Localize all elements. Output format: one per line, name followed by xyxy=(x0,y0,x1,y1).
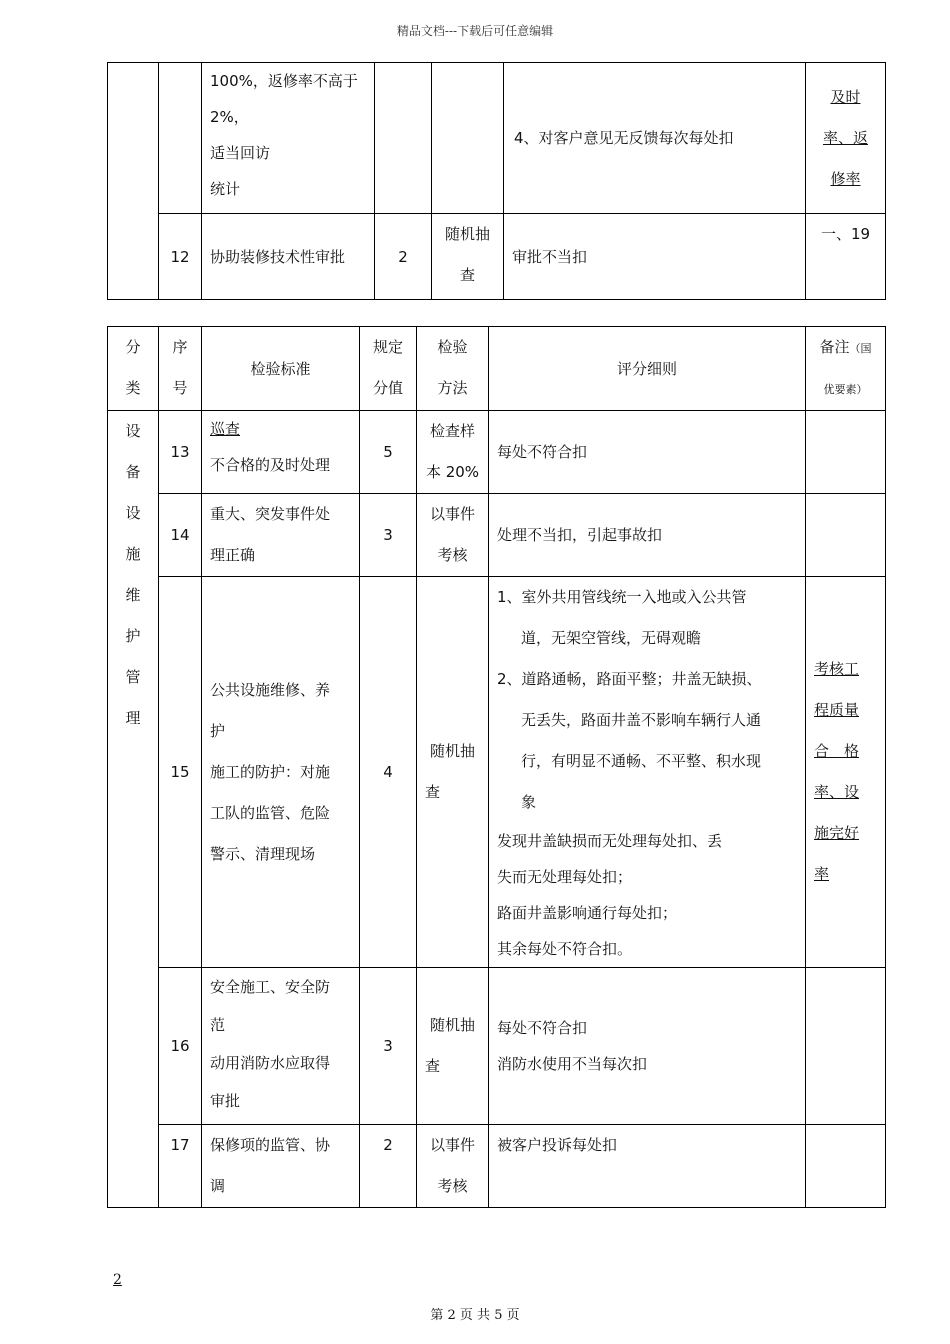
score-cell xyxy=(375,63,432,214)
method-line: 查 xyxy=(459,266,475,284)
header-text: 分值 xyxy=(372,379,403,397)
score-cell: 3 xyxy=(360,494,417,577)
note-cell xyxy=(806,1125,886,1208)
method-line: 随机抽 xyxy=(429,742,475,760)
rule-cell xyxy=(489,1125,806,1208)
method-cell xyxy=(432,214,504,300)
note-cell xyxy=(806,411,886,494)
header-category xyxy=(108,327,159,411)
standard-line: 工队的监管、危险 xyxy=(210,803,331,822)
method-cell xyxy=(417,577,489,968)
header-row xyxy=(108,327,886,411)
category-char: 护 xyxy=(125,627,141,645)
rule-cell xyxy=(489,411,806,494)
standard-cell xyxy=(202,577,360,968)
note-cell xyxy=(806,577,886,968)
standard-cell xyxy=(202,1125,360,1208)
category-cell xyxy=(108,63,159,300)
table-row xyxy=(108,411,886,494)
rule-cell: 审批不当扣 xyxy=(504,214,806,300)
note-line: 率、设 xyxy=(814,783,860,801)
note-line: 及时 xyxy=(830,87,861,106)
note-cell xyxy=(806,63,886,214)
method-line: 查 xyxy=(425,1057,441,1075)
table-row xyxy=(108,1125,886,1208)
header-score xyxy=(360,327,417,411)
note-line: 程质量 xyxy=(814,701,860,719)
method-line: 随机抽 xyxy=(429,1016,475,1034)
standard-line: 调 xyxy=(210,1177,226,1195)
rule-line: 每处不符合扣 xyxy=(497,443,588,461)
inspection-table xyxy=(107,326,886,1208)
standard-line: 2%， xyxy=(210,108,249,126)
note-line: 修率 xyxy=(830,169,861,188)
standard-line: 动用消防水应取得 xyxy=(210,1054,331,1072)
rule-line: 无丢失，路面井盖不影响车辆行人通 xyxy=(521,711,762,729)
header-text-small: 优要素） xyxy=(823,383,868,396)
standard-line: 100%，返修率不高于 xyxy=(210,72,358,90)
header-text: 规定 xyxy=(372,338,403,356)
rule-line: 其余每处不符合扣。 xyxy=(497,940,633,958)
table-row xyxy=(108,968,886,1125)
rule-line: 每处不符合扣 xyxy=(497,1019,588,1037)
standard-line: 不合格的及时处理 xyxy=(210,456,331,474)
standard-line: 范 xyxy=(210,1016,226,1034)
category-char: 维 xyxy=(125,586,141,604)
rule-line: 2、道路通畅，路面平整；井盖无缺损、 xyxy=(497,670,762,688)
method-line: 本 20% xyxy=(425,463,480,481)
rule-cell xyxy=(504,63,806,214)
note-cell xyxy=(806,968,886,1125)
standard-line: 重大、突发事件处 xyxy=(210,505,331,523)
no-cell xyxy=(159,63,202,214)
note-line: 考核工 xyxy=(814,660,860,678)
header-text: 类 xyxy=(125,379,141,397)
category-char: 施 xyxy=(125,545,141,563)
standard-line: 安全施工、安全防 xyxy=(210,978,331,996)
standard-cell xyxy=(202,968,360,1125)
standard-line: 巡查 xyxy=(210,420,241,438)
rule-line: 道，无架空管线，无碍观瞻 xyxy=(521,629,702,647)
header-text: 分 xyxy=(125,338,141,356)
method-cell xyxy=(417,1125,489,1208)
method-line: 查 xyxy=(425,783,441,801)
standard-cell xyxy=(202,63,375,214)
rule-line: 发现井盖缺损而无处理每处扣、丢 xyxy=(497,832,723,850)
note-cell: 一、19 xyxy=(806,214,886,300)
rule-cell xyxy=(489,968,806,1125)
header-text: 备注 xyxy=(819,338,850,356)
standard-line: 适当回访 xyxy=(210,144,271,162)
standard-cell xyxy=(202,494,360,577)
method-line: 考核 xyxy=(437,546,468,564)
method-cell xyxy=(417,411,489,494)
method-cell xyxy=(417,494,489,577)
score-cell: 2 xyxy=(360,1125,417,1208)
rule-line: 路面井盖影响通行每处扣； xyxy=(497,904,678,922)
score-cell: 5 xyxy=(360,411,417,494)
note-cell xyxy=(806,494,886,577)
standard-cell xyxy=(202,411,360,494)
header-note xyxy=(806,327,886,411)
standard-line: 公共设施维修、养 xyxy=(210,680,331,699)
method-line: 随机抽 xyxy=(444,225,490,243)
header-rule: 评分细则 xyxy=(489,327,806,411)
no-cell: 13 xyxy=(159,411,202,494)
standard-line: 施工的防护：对施 xyxy=(210,762,331,781)
note-line: 率 xyxy=(814,865,830,883)
rule-cell xyxy=(489,494,806,577)
header-standard: 检验标准 xyxy=(202,327,360,411)
standard-line: 审批 xyxy=(210,1092,241,1110)
category-char: 备 xyxy=(125,463,141,481)
no-cell: 14 xyxy=(159,494,202,577)
page-header: 精品文档---下载后可任意编辑 xyxy=(396,24,554,38)
standard-line: 护 xyxy=(210,721,226,740)
header-text: 方法 xyxy=(437,379,468,397)
header-method xyxy=(417,327,489,411)
note-line: 率、返 xyxy=(822,128,868,147)
score-cell: 3 xyxy=(360,968,417,1125)
score-cell: 4 xyxy=(360,577,417,968)
score-cell: 2 xyxy=(375,214,432,300)
standard-line: 警示、清理现场 xyxy=(210,844,316,863)
rule-line: 处理不当扣，引起事故扣 xyxy=(497,526,663,544)
category-char: 理 xyxy=(125,709,141,727)
header-text-small: （国 xyxy=(849,342,872,355)
method-line: 以事件 xyxy=(429,1136,475,1154)
no-cell: 12 xyxy=(159,214,202,300)
rule-line: 行，有明显不通畅、不平整、积水现 xyxy=(521,752,762,770)
table-row xyxy=(108,577,886,968)
page-number: 2 xyxy=(113,1272,122,1288)
rule-cell xyxy=(489,577,806,968)
rule-line: 1、室外共用管线统一入地或入公共管 xyxy=(497,588,747,606)
no-cell: 16 xyxy=(159,968,202,1125)
method-line: 考核 xyxy=(437,1177,468,1195)
table-row xyxy=(108,63,886,214)
method-line: 检查样 xyxy=(429,422,475,440)
category-char: 设 xyxy=(125,422,141,440)
rule-line: 被客户投诉每处扣 xyxy=(497,1136,618,1154)
table-row xyxy=(108,214,886,300)
rule-line: 象 xyxy=(521,793,537,811)
header-text: 检验 xyxy=(437,338,468,356)
header-text: 号 xyxy=(172,379,188,397)
method-cell xyxy=(417,968,489,1125)
category-char: 管 xyxy=(125,668,141,686)
standard-line: 保修项的监管、协 xyxy=(210,1136,331,1154)
header-no xyxy=(159,327,202,411)
page-footer: 第 2 页 共 5 页 xyxy=(430,1308,520,1323)
note-line: 施完好 xyxy=(814,824,860,842)
table-row xyxy=(108,494,886,577)
header-text: 序 xyxy=(172,338,188,356)
continuation-table xyxy=(107,62,886,300)
method-cell xyxy=(432,63,504,214)
category-char: 设 xyxy=(125,504,141,522)
standard-cell: 协助装修技术性审批 xyxy=(202,214,375,300)
standard-line: 统计 xyxy=(210,180,241,198)
rule-line: 消防水使用不当每次扣 xyxy=(497,1055,648,1073)
method-line: 以事件 xyxy=(429,505,475,523)
rule-line: 失而无处理每处扣； xyxy=(497,868,633,886)
no-cell: 17 xyxy=(159,1125,202,1208)
standard-line: 理正确 xyxy=(210,546,256,564)
category-cell xyxy=(108,411,159,1208)
no-cell: 15 xyxy=(159,577,202,968)
note-line: 合 格 xyxy=(814,742,860,760)
rule-line: 4、对客户意见无反馈每次每处扣 xyxy=(514,129,734,147)
